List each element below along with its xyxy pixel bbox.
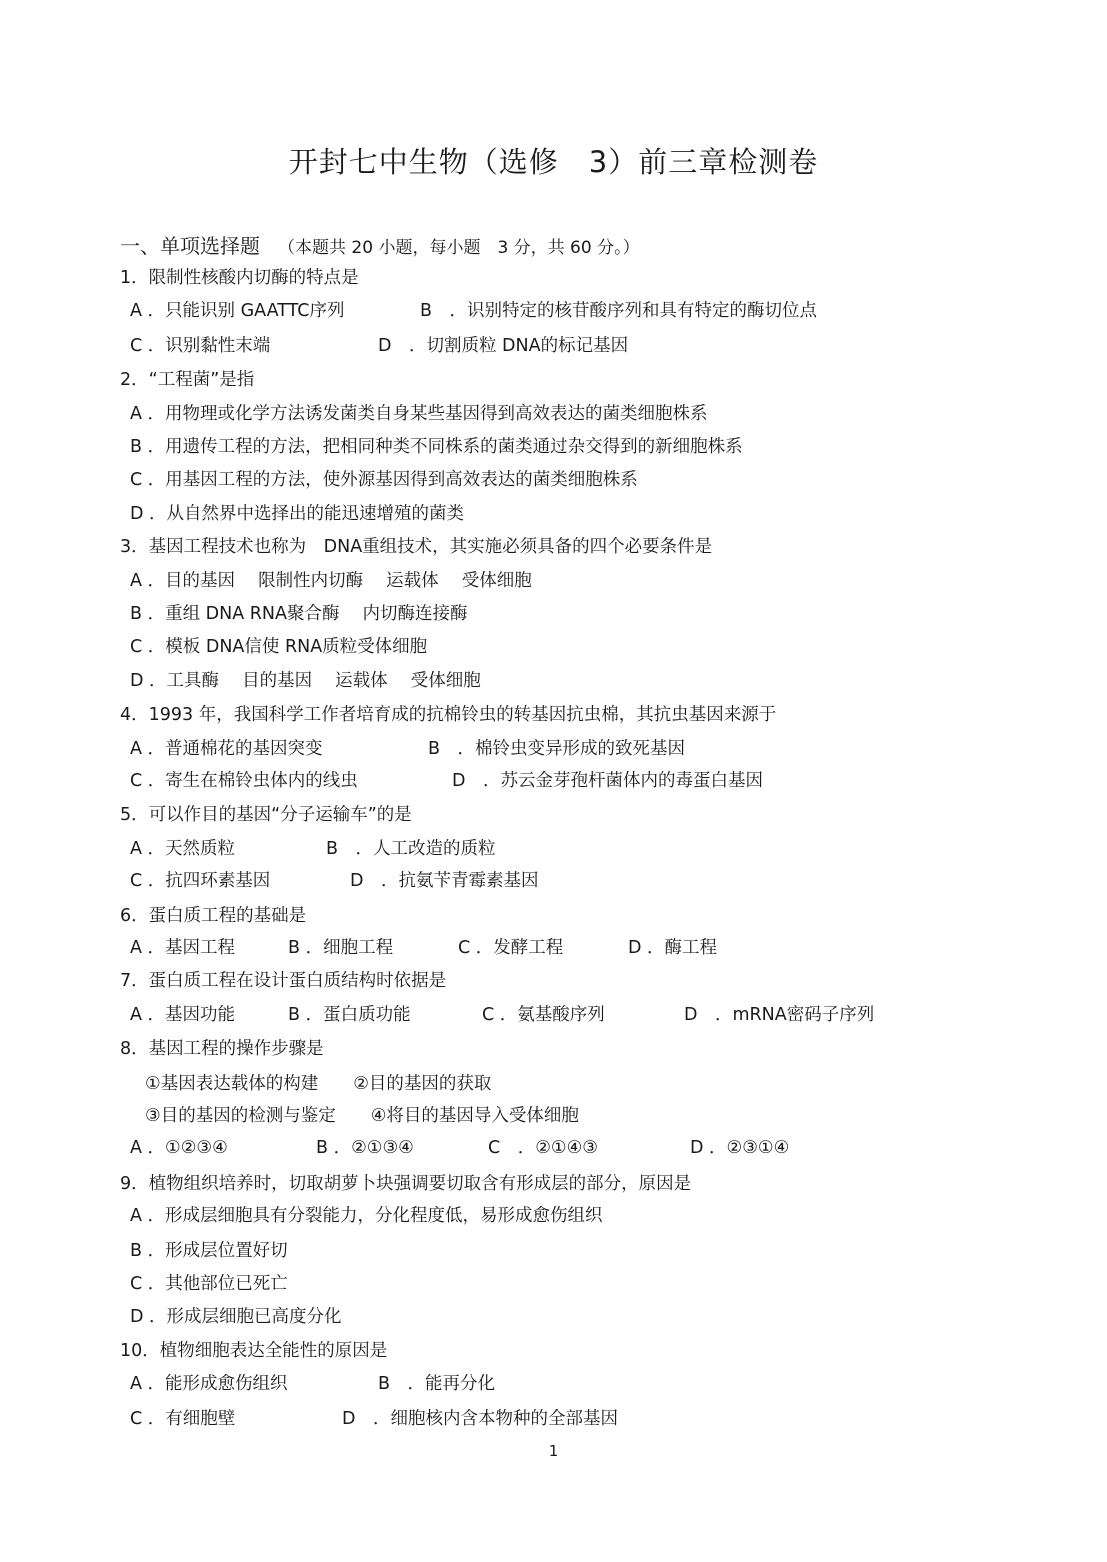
question-5-stem: 5．可以作目的基因“分子运输车”的是 <box>120 805 412 825</box>
page-title: 开封七中生物（选修 3）前三章检测卷 <box>288 145 819 179</box>
question-5-option-b: B ．人工改造的质粒 <box>326 839 496 859</box>
question-8-subitem-2: ③目的基因的检测与鉴定 ④将目的基因导入受体细胞 <box>145 1106 579 1126</box>
question-8-option-a: A ．①②③④ <box>130 1138 228 1158</box>
page-number: 1 <box>548 1442 559 1460</box>
question-10-option-b: B ．能再分化 <box>378 1374 496 1394</box>
question-6-option-c: C ．发酵工程 <box>458 938 564 958</box>
question-6-option-b: B ．细胞工程 <box>288 938 394 958</box>
section-note: （本题共 20 小题，每小题 3 分，共 60 分。） <box>278 238 640 258</box>
question-9-option-d: D ．形成层细胞已高度分化 <box>130 1307 342 1327</box>
question-7-option-d: D ．mRNA密码子序列 <box>684 1005 875 1025</box>
question-2-option-c: C ．用基因工程的方法，使外源基因得到高效表达的菌类细胞株系 <box>130 470 638 490</box>
question-9-option-b: B ．形成层位置好切 <box>130 1241 288 1261</box>
question-4-option-a: A ．普通棉花的基因突变 <box>130 739 323 759</box>
section-heading <box>120 230 640 259</box>
question-8-option-b: B ．②①③④ <box>316 1138 414 1158</box>
question-9-stem: 9．植物组织培养时，切取胡萝卜块强调要切取含有形成层的部分，原因是 <box>120 1174 692 1194</box>
question-1-option-d: D ．切割质粒 DNA的标记基因 <box>378 336 629 356</box>
question-1-option-c: C ．识别黏性末端 <box>130 336 271 356</box>
question-8-option-c: C ．②①④③ <box>488 1138 598 1158</box>
question-9-option-c: C ．其他部位已死亡 <box>130 1274 288 1294</box>
question-3-option-b: B ．重组 DNA RNA聚合酶 内切酶连接酶 <box>130 604 468 624</box>
question-2-stem: 2．“工程菌”是指 <box>120 370 255 390</box>
question-2-option-a: A ．用物理或化学方法诱发菌类自身某些基因得到高效表达的菌类细胞株系 <box>130 404 708 424</box>
question-10-stem: 10．植物细胞表达全能性的原因是 <box>120 1341 388 1361</box>
question-10-option-d: D ．细胞核内含本物种的全部基因 <box>342 1409 618 1429</box>
question-7-stem: 7．蛋白质工程在设计蛋白质结构时依据是 <box>120 971 447 991</box>
question-2-option-b: B ．用遗传工程的方法，把相同种类不同株系的菌类通过杂交得到的新细胞株系 <box>130 437 743 457</box>
question-8-subitem-1: ①基因表达载体的构建 ②目的基因的获取 <box>145 1074 492 1094</box>
question-4-option-d: D ．苏云金芽孢杆菌体内的毒蛋白基因 <box>452 771 763 791</box>
question-8-stem: 8．基因工程的操作步骤是 <box>120 1039 324 1059</box>
question-4-option-b: B ．棉铃虫变异形成的致死基因 <box>428 739 686 759</box>
question-5-option-c: C ．抗四环素基因 <box>130 871 271 891</box>
question-7-option-b: B ．蛋白质功能 <box>288 1005 411 1025</box>
question-5-option-a: A ．天然质粒 <box>130 839 236 859</box>
question-10-option-a: A ．能形成愈伤组织 <box>130 1374 288 1394</box>
question-3-option-d: D ．工具酶 目的基因 运载体 受体细胞 <box>130 671 481 691</box>
question-3-option-a: A ．目的基因 限制性内切酶 运载体 受体细胞 <box>130 571 532 591</box>
question-6-option-d: D ．酶工程 <box>628 938 718 958</box>
question-5-option-d: D ．抗氨苄青霉素基因 <box>350 871 539 891</box>
question-1-option-a: A ．只能识别 GAATTC序列 <box>130 301 345 321</box>
question-4-stem: 4．1993 年，我国科学工作者培育成的抗棉铃虫的转基因抗虫棉，其抗虫基因来源于 <box>120 705 777 725</box>
question-2-option-d: D ．从自然界中选择出的能迅速增殖的菌类 <box>130 504 465 524</box>
question-9-option-a: A ．形成层细胞具有分裂能力，分化程度低，易形成愈伤组织 <box>130 1206 603 1226</box>
question-7-option-c: C ．氨基酸序列 <box>482 1005 605 1025</box>
section-title: 一、单项选择题 <box>120 234 260 258</box>
question-3-stem: 3．基因工程技术也称为 DNA重组技术，其实施必须具备的四个必要条件是 <box>120 537 713 557</box>
question-6-stem: 6．蛋白质工程的基础是 <box>120 906 307 926</box>
question-7-option-a: A ．基因功能 <box>130 1005 236 1025</box>
question-3-option-c: C ．模板 DNA信使 RNA质粒受体细胞 <box>130 637 428 657</box>
question-1-stem: 1．限制性核酸内切酶的特点是 <box>120 268 359 288</box>
question-8-option-d: D ．②③①④ <box>690 1138 790 1158</box>
question-10-option-c: C ．有细胞壁 <box>130 1409 236 1429</box>
question-4-option-c: C ．寄生在棉铃虫体内的线虫 <box>130 771 358 791</box>
question-1-option-b: B ．识别特定的核苷酸序列和具有特定的酶切位点 <box>420 301 818 321</box>
question-6-option-a: A ．基因工程 <box>130 938 236 958</box>
